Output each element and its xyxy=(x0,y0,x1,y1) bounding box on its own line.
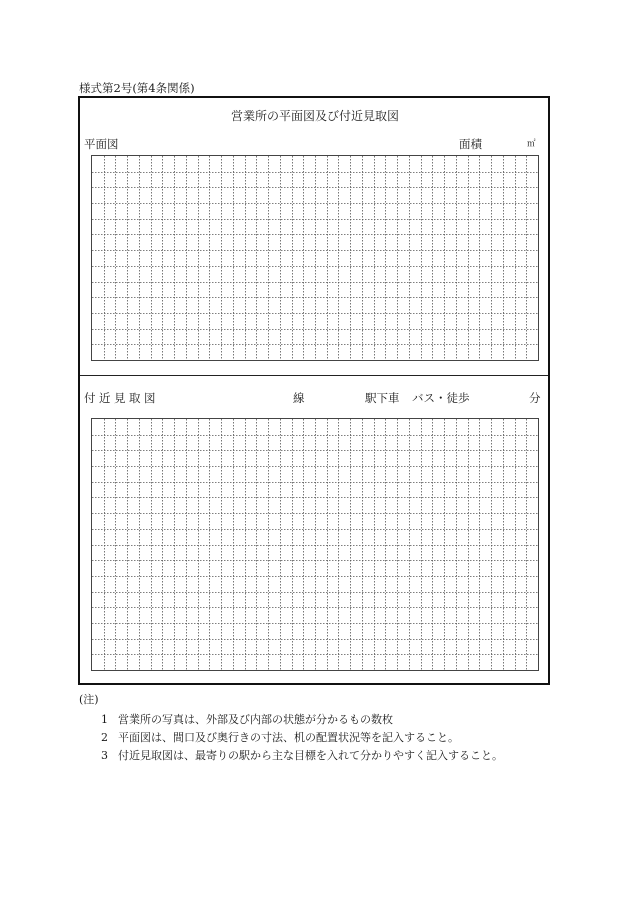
minutes-label: 分 xyxy=(529,391,541,405)
grid-lines xyxy=(92,419,538,670)
form-title: 営業所の平面図及び付近見取図 xyxy=(230,109,399,123)
note-text: 平面図は、間口及び奥行きの寸法、机の配置状況等を記入すること。 xyxy=(118,731,459,744)
section-divider xyxy=(80,375,548,376)
form-number: 様式第2号(第4条関係) xyxy=(79,81,195,95)
station-label: 駅下車 xyxy=(365,391,400,405)
note-item xyxy=(101,711,393,727)
area-label: 面積 xyxy=(459,137,482,151)
vicinity-map-grid[interactable] xyxy=(91,418,539,671)
note-number: 1 xyxy=(101,713,108,726)
notes-heading: (注) xyxy=(79,693,99,706)
note-text: 付近見取図は、最寄りの駅から主な目標を入れて分かりやすく記入すること。 xyxy=(118,749,503,762)
note-text: 営業所の写真は、外部及び内部の状態が分かるもの数枚 xyxy=(118,713,393,726)
vicinity-map-label: 付近見取図 xyxy=(84,391,159,405)
note-item xyxy=(101,747,503,763)
floor-plan-grid[interactable] xyxy=(91,155,539,361)
floor-plan-label: 平面図 xyxy=(84,137,119,151)
note-number: 2 xyxy=(101,731,108,744)
area-unit: ㎡ xyxy=(527,139,536,149)
note-item xyxy=(101,729,459,745)
line-label: 線 xyxy=(293,391,305,405)
note-number: 3 xyxy=(101,749,108,762)
grid-lines xyxy=(92,156,538,360)
bus-walk-label: バス・徒歩 xyxy=(412,391,470,405)
